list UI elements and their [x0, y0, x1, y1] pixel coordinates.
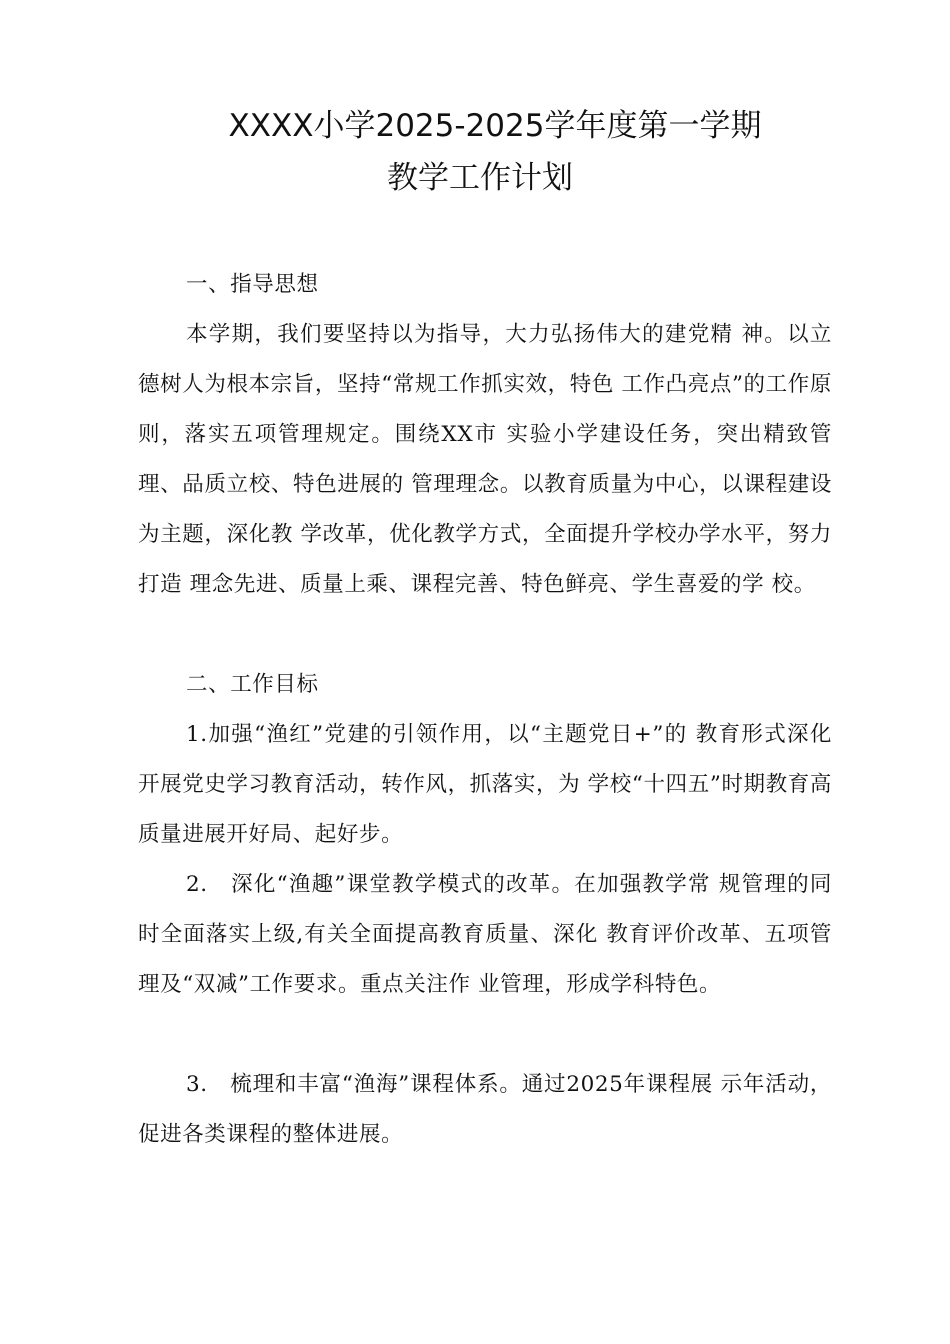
document-title-line-1: XXXX小学2025-2025学年度第一学期 — [228, 108, 762, 144]
document-title-line-2: 教学工作计划 — [387, 160, 573, 196]
paragraph-guiding-ideology: 本学期，我们要坚持以为指导，大力弘扬伟大的建党精 神。以立德树人为根本宗旨，坚持“常规工作抓实效，特色 工作凸亮点”的工作原则，落实五项管理规定。围绕XX市 实验小学建设任务，突出精致管理、品质立校、特色进展的 管理理念。以教育质量为中心，以课程建设为主题，深化教 学改革，优化教学方式，全面提升学校办学水平，努力打造 理念先进、质量上乘、课程完善、特色鲜亮、学生喜爱的学 校。 — [138, 322, 832, 597]
list-item-goal-2: 2. 深化“渔趣”课堂教学模式的改革。在加强教学常 规管理的同时全面落实上级,有关全面提高教育质量、深化 教育评价改革、五项管理及“双减”工作要求。重点关注作 业管理，形成学科特色。 — [138, 872, 832, 997]
section-heading-work-goals: 二、工作目标 — [186, 672, 319, 697]
list-item-goal-1: 1.加强“渔红”党建的引领作用，以“主题党日+”的 教育形式深化开展党史学习教育活动，转作风，抓落实，为 学校“十四五”时期教育高质量进展开好局、起好步。 — [138, 722, 832, 847]
section-heading-guiding-ideology: 一、指导思想 — [186, 272, 319, 297]
list-item-goal-3: 3. 梳理和丰富“渔海”课程体系。通过2025年课程展 示年活动，促进各类课程的整体进展。 — [138, 1072, 832, 1147]
